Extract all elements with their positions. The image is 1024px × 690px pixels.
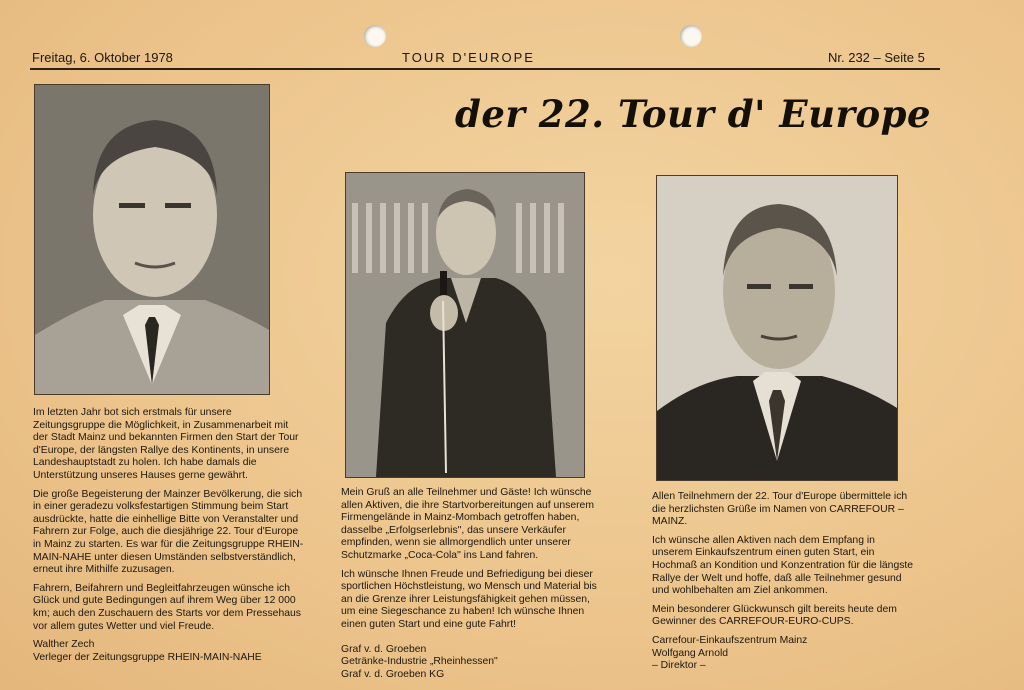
headline: der 22. Tour d' Europe	[455, 92, 932, 136]
right-paragraph-1: Allen Teilnehmern der 22. Tour d'Europe übermittele ich die herzlichsten Grüße im Namen von CARREFOUR – MAINZ.	[652, 491, 908, 528]
right-signature-name: Wolfgang Arnold	[652, 647, 729, 659]
left-signature-title: Verleger der Zeitungsgruppe RHEIN-MAIN-NAHE	[33, 651, 262, 663]
right-paragraph-2: Ich wünsche allen Aktiven nach dem Empfang in unserem Einkaufszentrum einen guten Start, ein Hochmaß an Kondition und Konzentration für die längste Rallye der Welt und hoffe, daß alle Teilnehmer gesund und wohlbehalten am Ziel ankommen.	[652, 534, 914, 597]
header-rule	[30, 68, 940, 70]
section-title: TOUR D'EUROPE	[402, 50, 535, 65]
left-paragraph-3: Fahrern, Beifahrern und Begleitfahrzeugen wünsche ich Glück und gute Bedingungen auf ihrem Weg über 12 000 km; auch den Zuschauern des Starts vor dem Pressehaus vor allem gutes Wetter und viel Freude.	[33, 582, 301, 632]
middle-signature-name: Graf v. d. Groeben	[341, 643, 427, 655]
middle-paragraph-2: Ich wünsche Ihnen Freude und Befriedigung bei dieser sportlichen Höchstleistung, wo Mensch und Material bis an die Grenze ihrer Leistungsfähigkeit gehen müssen, um eine Siegeschance zu haben! Ich wünsche Ihnen einen guten Start und eine gute Fahrt!	[341, 568, 597, 630]
right-signature-title: – Direktor –	[652, 660, 706, 672]
page-number: Nr. 232 – Seite 5	[828, 50, 925, 65]
speaker-photo-middle	[345, 172, 585, 478]
right-signature-company: Carrefour-Einkaufszentrum Mainz	[652, 634, 808, 646]
left-paragraph-1: Im letzten Jahr bot sich erstmals für unsere Zeitungsgruppe die Möglichkeit, in Zusammenarbeit mit der Stadt Mainz und bekannten Firmen den Start der Tour d'Europe, der längsten Rallye des Kontinents, in unsere Landeshauptstadt zu holen. Ich habe damals die Unterstützung unseres Hauses gerne gewährt.	[33, 407, 299, 481]
portrait-photo-left	[34, 84, 270, 395]
middle-signature-firm: Graf v. d. Groeben KG	[341, 668, 445, 680]
issue-date: Freitag, 6. Oktober 1978	[32, 50, 173, 65]
right-paragraph-3: Mein besonderer Glückwunsch gilt bereits heute dem Gewinner des CARREFOUR-EURO-CUPS.	[652, 603, 897, 628]
column-left	[33, 407, 305, 664]
left-signature-name: Walther Zech	[33, 639, 95, 651]
punch-hole-left	[364, 25, 386, 47]
punch-hole-right	[680, 25, 702, 47]
portrait-photo-right	[656, 175, 898, 481]
middle-paragraph-1: Mein Gruß an alle Teilnehmer und Gäste! Ich wünsche allen Aktiven, die ihre Startvorbereitungen auf unserem Firmengelände in Mainz-Mombach getroffen haben, dasselbe „Erfolgserlebnis", das unsere Verkäufer empfinden, wenn sie allmorgendlich unter unserer Schutzmarke „Coca-Cola" ins Land fahren.	[341, 487, 594, 561]
column-right	[652, 491, 914, 673]
column-middle	[341, 487, 603, 681]
left-paragraph-2: Die große Begeisterung der Mainzer Bevölkerung, die sich in einer geradezu volksfestartigen Stimmung beim Start ausdrückte, hatte die einhellige Bitte von Veranstalter und Fahrern zur Folge, auch die diesjährige 22. Tour d'Europe in Mainz zu starten. Es war für die Zeitungsgruppe RHEIN-MAIN-NAHE unter diesen Umständen selbstverständlich, erneut ihre Mithilfe zuzusagen.	[33, 488, 304, 576]
middle-signature-company: Getränke-Industrie „Rheinhessen"	[341, 656, 498, 668]
